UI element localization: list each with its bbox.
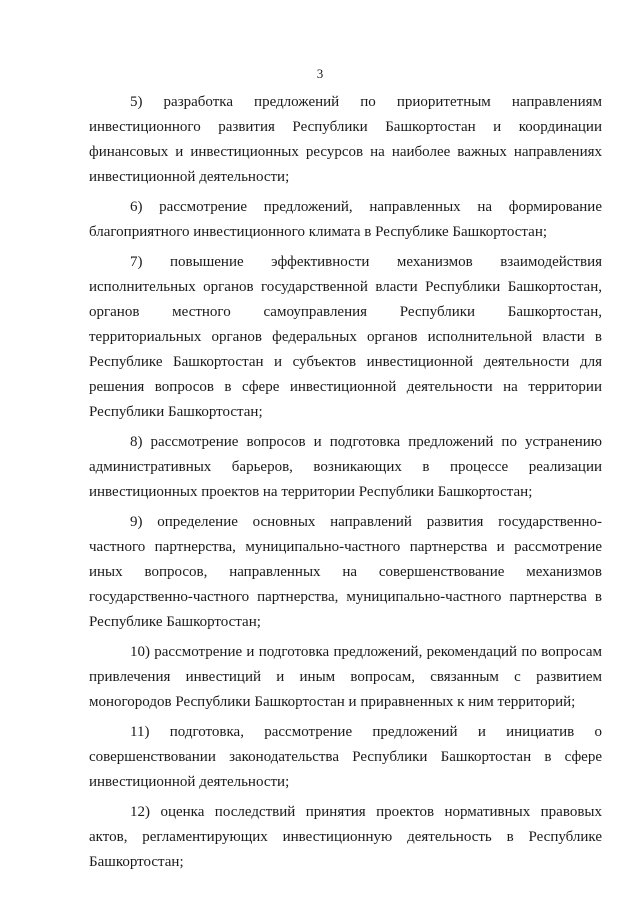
paragraph-item-6: 6) рассмотрение предложений, направленных на формирование благоприятного инвестиционного климата в Республике Башкортостан; xyxy=(89,199,602,240)
paragraph-item-11: 11) подготовка, рассмотрение предложений и инициатив о совершенствовании законодательства Республики Башкортостан в сфере инвестиционной деятельности; xyxy=(89,724,602,790)
paragraph-item-8: 8) рассмотрение вопросов и подготовка предложений по устранению административных барьеров, возникающих в процессе реализации инвестиционных проектов на территории Республики Башкортостан; xyxy=(89,434,602,500)
page-number: 3 xyxy=(316,66,324,81)
document-body xyxy=(89,90,602,880)
paragraph-item-5: 5) разработка предложений по приоритетным направлениям инвестиционного развития Республики Башкортостан и координации финансовых и инвестиционных ресурсов на наиболее важных направлениях инвестиционной деятельности; xyxy=(89,94,602,185)
paragraph-item-9: 9) определение основных направлений развития государственно-частного партнерства, муниципально-частного партнерства и рассмотрение иных вопросов, направленных на совершенствование механизмов государственно-частного партнерства, муниципально-частного партнерства в Республике Башкортостан; xyxy=(89,514,602,630)
paragraph-item-7: 7) повышение эффективности механизмов взаимодействия исполнительных органов государственной власти Республики Башкортостан, органов местного самоуправления Республики Башкортостан, территориальных органов федеральных органов исполнительной власти в Республике Башкортостан и субъектов инвестиционной деятельности для решения вопросов в сфере инвестиционной деятельности на территории Республики Башкортостан; xyxy=(89,254,602,420)
paragraph-item-12: 12) оценка последствий принятия проектов нормативных правовых актов, регламентирующих инвестиционную деятельность в Республике Башкортостан; xyxy=(89,804,602,870)
paragraph-item-10: 10) рассмотрение и подготовка предложений, рекомендаций по вопросам привлечения инвестиций и иным вопросам, связанным с развитием моногородов Республики Башкортостан и приравненных к ним территорий; xyxy=(89,644,602,710)
